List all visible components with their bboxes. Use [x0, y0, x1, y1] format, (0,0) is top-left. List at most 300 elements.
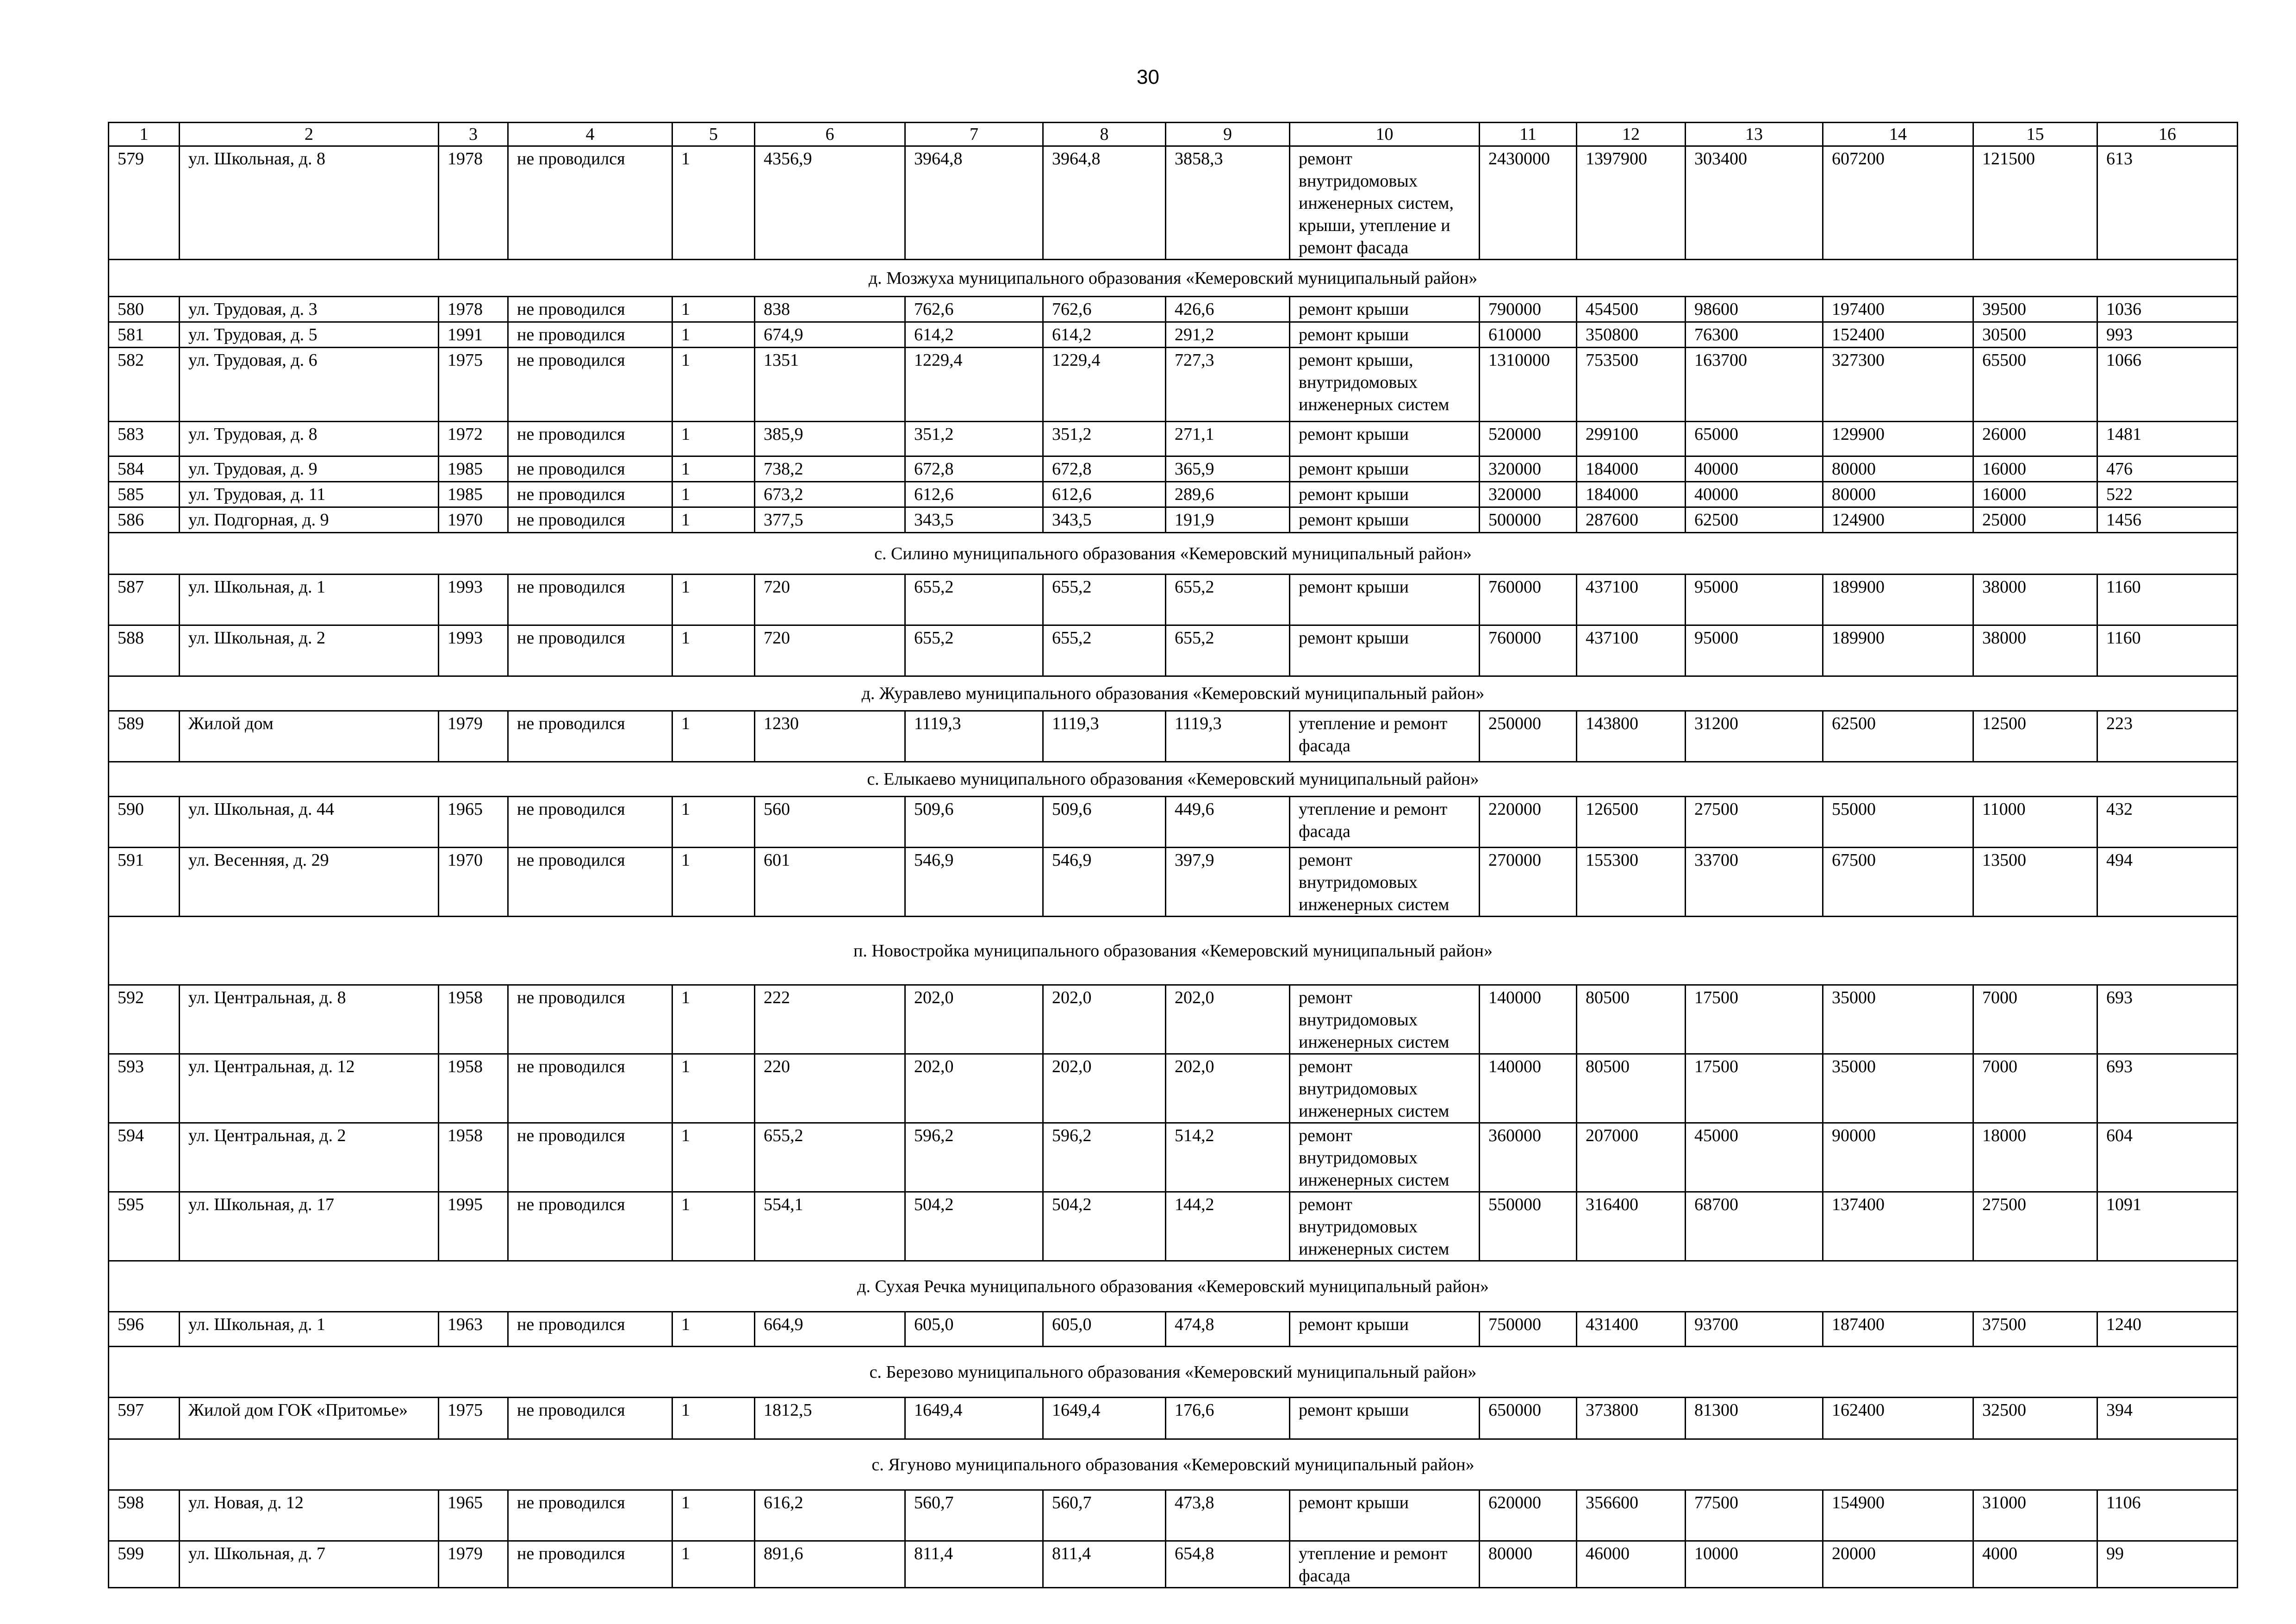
column-number: 11	[1480, 123, 1577, 146]
table-row	[109, 1312, 2238, 1347]
table-cell-col-9: 291,2	[1166, 322, 1290, 348]
table-cell-col-7: 596,2	[905, 1123, 1043, 1192]
table-cell-col-14: 154900	[1823, 1490, 1973, 1541]
table-cell-col-15: 11000	[1973, 797, 2097, 848]
table-cell-col-6: 220	[755, 1054, 905, 1123]
table-cell-col-8: 1649,4	[1043, 1398, 1166, 1439]
table-cell-col-10: ремонт крыши	[1290, 422, 1480, 456]
table-cell-col-9: 449,6	[1166, 797, 1290, 848]
table-cell-col-1: 588	[109, 625, 180, 676]
table-cell-col-4: не проводился	[508, 1312, 672, 1347]
column-number: 1	[109, 123, 180, 146]
table-cell-col-11: 550000	[1480, 1192, 1577, 1261]
table-cell-col-16: 1456	[2097, 507, 2238, 533]
table-cell-col-6: 664,9	[755, 1312, 905, 1347]
column-number: 2	[180, 123, 439, 146]
table-cell-col-6: 1230	[755, 711, 905, 762]
table-cell-col-12: 184000	[1577, 456, 1686, 482]
table-cell-col-5: 1	[672, 1541, 755, 1588]
table-cell-col-7: 605,0	[905, 1312, 1043, 1347]
table-cell-col-14: 327300	[1823, 348, 1973, 422]
table-cell-col-7: 509,6	[905, 797, 1043, 848]
table-cell-col-12: 80500	[1577, 985, 1686, 1054]
table-cell-col-13: 17500	[1686, 985, 1823, 1054]
table-cell-col-5: 1	[672, 456, 755, 482]
table-cell-col-13: 33700	[1686, 848, 1823, 917]
table-cell-col-9: 3858,3	[1166, 146, 1290, 260]
column-number: 15	[1973, 123, 2097, 146]
table-cell-col-5: 1	[672, 1123, 755, 1192]
table-cell-col-9: 655,2	[1166, 575, 1290, 625]
table-cell-col-11: 650000	[1480, 1398, 1577, 1439]
table-cell-col-2: ул. Центральная, д. 2	[180, 1123, 439, 1192]
settlement-header: с. Елыкаево муниципального образования «Кемеровский муниципальный район»	[109, 762, 2238, 797]
table-cell-col-15: 65500	[1973, 348, 2097, 422]
table-cell-col-5: 1	[672, 985, 755, 1054]
table-cell-col-11: 360000	[1480, 1123, 1577, 1192]
table-cell-col-2: ул. Школьная, д. 1	[180, 575, 439, 625]
table-cell-col-7: 343,5	[905, 507, 1043, 533]
settlement-header-row	[109, 762, 2238, 797]
table-cell-col-6: 673,2	[755, 482, 905, 507]
table-cell-col-4: не проводился	[508, 1490, 672, 1541]
table-cell-col-10: утепление и ремонт фасада	[1290, 797, 1480, 848]
table-row	[109, 797, 2238, 848]
table-row	[109, 1398, 2238, 1439]
table-cell-col-6: 1812,5	[755, 1398, 905, 1439]
table-cell-col-14: 197400	[1823, 297, 1973, 322]
table-cell-col-5: 1	[672, 711, 755, 762]
table-cell-col-3: 1985	[439, 482, 508, 507]
settlement-header: с. Ягуново муниципального образования «Кемеровский муниципальный район»	[109, 1439, 2238, 1490]
table-cell-col-16: 522	[2097, 482, 2238, 507]
table-cell-col-14: 35000	[1823, 985, 1973, 1054]
settlement-header: д. Журавлево муниципального образования «Кемеровский муниципальный район»	[109, 676, 2238, 711]
table-cell-col-12: 299100	[1577, 422, 1686, 456]
table-cell-col-2: ул. Школьная, д. 1	[180, 1312, 439, 1347]
table-cell-col-3: 1978	[439, 297, 508, 322]
table-cell-col-14: 137400	[1823, 1192, 1973, 1261]
table-cell-col-8: 202,0	[1043, 985, 1166, 1054]
table-cell-col-5: 1	[672, 1192, 755, 1261]
table-row	[109, 625, 2238, 676]
column-number-row	[109, 123, 2238, 146]
table-row	[109, 1541, 2238, 1588]
table-cell-col-15: 16000	[1973, 482, 2097, 507]
table-cell-col-4: не проводился	[508, 1054, 672, 1123]
table-cell-col-5: 1	[672, 1398, 755, 1439]
table-cell-col-16: 1066	[2097, 348, 2238, 422]
table-cell-col-12: 46000	[1577, 1541, 1686, 1588]
table-cell-col-9: 426,6	[1166, 297, 1290, 322]
table-row	[109, 848, 2238, 917]
table-cell-col-12: 431400	[1577, 1312, 1686, 1347]
table-cell-col-12: 207000	[1577, 1123, 1686, 1192]
table-cell-col-11: 320000	[1480, 456, 1577, 482]
table-cell-col-8: 560,7	[1043, 1490, 1166, 1541]
table-cell-col-6: 4356,9	[755, 146, 905, 260]
table-cell-col-11: 760000	[1480, 625, 1577, 676]
table-cell-col-11: 80000	[1480, 1541, 1577, 1588]
table-cell-col-6: 1351	[755, 348, 905, 422]
table-row	[109, 1054, 2238, 1123]
table-row	[109, 985, 2238, 1054]
table-row	[109, 1490, 2238, 1541]
settlement-header: с. Березово муниципального образования «Кемеровский муниципальный район»	[109, 1347, 2238, 1398]
table-cell-col-5: 1	[672, 575, 755, 625]
table-cell-col-5: 1	[672, 297, 755, 322]
table-cell-col-9: 202,0	[1166, 985, 1290, 1054]
table-cell-col-14: 187400	[1823, 1312, 1973, 1347]
table-cell-col-9: 1119,3	[1166, 711, 1290, 762]
table-cell-col-15: 37500	[1973, 1312, 2097, 1347]
table-row	[109, 1123, 2238, 1192]
table-cell-col-10: ремонт крыши	[1290, 456, 1480, 482]
table-cell-col-4: не проводился	[508, 625, 672, 676]
table-cell-col-14: 55000	[1823, 797, 1973, 848]
table-cell-col-11: 1310000	[1480, 348, 1577, 422]
table-cell-col-2: ул. Трудовая, д. 9	[180, 456, 439, 482]
table-cell-col-2: ул. Центральная, д. 8	[180, 985, 439, 1054]
table-cell-col-8: 343,5	[1043, 507, 1166, 533]
table-cell-col-5: 1	[672, 625, 755, 676]
table-cell-col-14: 129900	[1823, 422, 1973, 456]
table-cell-col-5: 1	[672, 507, 755, 533]
table-cell-col-3: 1995	[439, 1192, 508, 1261]
table-cell-col-14: 80000	[1823, 456, 1973, 482]
table-cell-col-16: 1160	[2097, 625, 2238, 676]
table-cell-col-2: ул. Школьная, д. 7	[180, 1541, 439, 1588]
table-cell-col-16: 1036	[2097, 297, 2238, 322]
table-cell-col-11: 790000	[1480, 297, 1577, 322]
table-cell-col-8: 655,2	[1043, 625, 1166, 676]
table-cell-col-14: 90000	[1823, 1123, 1973, 1192]
table-cell-col-7: 1119,3	[905, 711, 1043, 762]
column-number: 16	[2097, 123, 2238, 146]
table-cell-col-7: 1649,4	[905, 1398, 1043, 1439]
settlement-header: д. Сухая Речка муниципального образования «Кемеровский муниципальный район»	[109, 1261, 2238, 1312]
table-cell-col-12: 155300	[1577, 848, 1686, 917]
column-number: 5	[672, 123, 755, 146]
table-cell-col-7: 672,8	[905, 456, 1043, 482]
table-cell-col-2: Жилой дом ГОК «Притомье»	[180, 1398, 439, 1439]
table-cell-col-13: 65000	[1686, 422, 1823, 456]
table-cell-col-10: ремонт внутридомовых инженерных систем	[1290, 985, 1480, 1054]
table-cell-col-8: 614,2	[1043, 322, 1166, 348]
table-cell-col-3: 1972	[439, 422, 508, 456]
table-cell-col-13: 77500	[1686, 1490, 1823, 1541]
table-cell-col-10: ремонт внутридомовых инженерных систем, крыши, утепление и ремонт фасада	[1290, 146, 1480, 260]
table-cell-col-8: 504,2	[1043, 1192, 1166, 1261]
table-cell-col-12: 184000	[1577, 482, 1686, 507]
table-cell-col-13: 98600	[1686, 297, 1823, 322]
table-cell-col-14: 80000	[1823, 482, 1973, 507]
table-cell-col-12: 753500	[1577, 348, 1686, 422]
table-cell-col-4: не проводился	[508, 1398, 672, 1439]
table-cell-col-14: 67500	[1823, 848, 1973, 917]
table-cell-col-12: 1397900	[1577, 146, 1686, 260]
table-cell-col-2: ул. Школьная, д. 8	[180, 146, 439, 260]
table-cell-col-2: Жилой дом	[180, 711, 439, 762]
table-cell-col-16: 1091	[2097, 1192, 2238, 1261]
table-cell-col-13: 76300	[1686, 322, 1823, 348]
table-row	[109, 146, 2238, 260]
table-cell-col-2: ул. Подгорная, д. 9	[180, 507, 439, 533]
table-cell-col-7: 351,2	[905, 422, 1043, 456]
table-cell-col-4: не проводился	[508, 985, 672, 1054]
table-cell-col-13: 40000	[1686, 482, 1823, 507]
table-cell-col-3: 1978	[439, 146, 508, 260]
table-cell-col-15: 38000	[1973, 625, 2097, 676]
table-cell-col-16: 476	[2097, 456, 2238, 482]
table-cell-col-13: 95000	[1686, 575, 1823, 625]
table-cell-col-14: 607200	[1823, 146, 1973, 260]
table-cell-col-15: 38000	[1973, 575, 2097, 625]
table-cell-col-12: 287600	[1577, 507, 1686, 533]
table-row	[109, 1192, 2238, 1261]
table-cell-col-2: ул. Школьная, д. 2	[180, 625, 439, 676]
table-cell-col-5: 1	[672, 348, 755, 422]
table-cell-col-7: 762,6	[905, 297, 1043, 322]
table-cell-col-6: 720	[755, 625, 905, 676]
table-cell-col-1: 589	[109, 711, 180, 762]
table-cell-col-1: 583	[109, 422, 180, 456]
table-cell-col-9: 289,6	[1166, 482, 1290, 507]
table-cell-col-13: 93700	[1686, 1312, 1823, 1347]
table-cell-col-5: 1	[672, 482, 755, 507]
table-cell-col-1: 599	[109, 1541, 180, 1588]
table-cell-col-11: 760000	[1480, 575, 1577, 625]
table-cell-col-6: 891,6	[755, 1541, 905, 1588]
table-row	[109, 422, 2238, 456]
table-row	[109, 297, 2238, 322]
table-cell-col-6: 560	[755, 797, 905, 848]
table-cell-col-15: 12500	[1973, 711, 2097, 762]
table-cell-col-7: 202,0	[905, 1054, 1043, 1123]
table-cell-col-2: ул. Весенняя, д. 29	[180, 848, 439, 917]
table-cell-col-16: 604	[2097, 1123, 2238, 1192]
table-cell-col-1: 581	[109, 322, 180, 348]
table-cell-col-9: 365,9	[1166, 456, 1290, 482]
table-cell-col-10: ремонт внутридомовых инженерных систем	[1290, 1192, 1480, 1261]
table-row	[109, 507, 2238, 533]
table-cell-col-9: 654,8	[1166, 1541, 1290, 1588]
table-cell-col-14: 162400	[1823, 1398, 1973, 1439]
table-row	[109, 575, 2238, 625]
table-cell-col-9: 202,0	[1166, 1054, 1290, 1123]
table-row	[109, 456, 2238, 482]
table-cell-col-4: не проводился	[508, 848, 672, 917]
table-cell-col-7: 3964,8	[905, 146, 1043, 260]
table-cell-col-6: 377,5	[755, 507, 905, 533]
table-cell-col-9: 655,2	[1166, 625, 1290, 676]
table-cell-col-11: 520000	[1480, 422, 1577, 456]
table-cell-col-1: 597	[109, 1398, 180, 1439]
table-cell-col-16: 394	[2097, 1398, 2238, 1439]
table-cell-col-3: 1979	[439, 1541, 508, 1588]
table-cell-col-8: 202,0	[1043, 1054, 1166, 1123]
table-cell-col-6: 720	[755, 575, 905, 625]
table-cell-col-10: ремонт внутридомовых инженерных систем	[1290, 1054, 1480, 1123]
table-cell-col-7: 1229,4	[905, 348, 1043, 422]
table-cell-col-3: 1975	[439, 1398, 508, 1439]
column-number: 6	[755, 123, 905, 146]
table-cell-col-13: 62500	[1686, 507, 1823, 533]
table-cell-col-8: 605,0	[1043, 1312, 1166, 1347]
table-cell-col-12: 143800	[1577, 711, 1686, 762]
table-cell-col-15: 13500	[1973, 848, 2097, 917]
table-cell-col-3: 1958	[439, 985, 508, 1054]
table-cell-col-4: не проводился	[508, 297, 672, 322]
table-cell-col-2: ул. Трудовая, д. 5	[180, 322, 439, 348]
table-cell-col-5: 1	[672, 848, 755, 917]
table-cell-col-2: ул. Школьная, д. 17	[180, 1192, 439, 1261]
table-cell-col-15: 7000	[1973, 985, 2097, 1054]
table-cell-col-11: 270000	[1480, 848, 1577, 917]
table-cell-col-4: не проводился	[508, 1192, 672, 1261]
table-cell-col-14: 189900	[1823, 575, 1973, 625]
table-cell-col-6: 222	[755, 985, 905, 1054]
table-cell-col-10: ремонт крыши	[1290, 1312, 1480, 1347]
table-cell-col-10: ремонт крыши	[1290, 1398, 1480, 1439]
table-cell-col-15: 32500	[1973, 1398, 2097, 1439]
table-cell-col-15: 26000	[1973, 422, 2097, 456]
table-cell-col-5: 1	[672, 146, 755, 260]
table-cell-col-15: 27500	[1973, 1192, 2097, 1261]
table-cell-col-12: 373800	[1577, 1398, 1686, 1439]
table-cell-col-16: 613	[2097, 146, 2238, 260]
table-cell-col-15: 30500	[1973, 322, 2097, 348]
table-cell-col-11: 750000	[1480, 1312, 1577, 1347]
table-cell-col-3: 1965	[439, 1490, 508, 1541]
settlement-header: п. Новостройка муниципального образования «Кемеровский муниципальный район»	[109, 917, 2238, 985]
table-cell-col-12: 80500	[1577, 1054, 1686, 1123]
table-cell-col-3: 1965	[439, 797, 508, 848]
table-cell-col-3: 1985	[439, 456, 508, 482]
table-cell-col-8: 3964,8	[1043, 146, 1166, 260]
table-cell-col-4: не проводился	[508, 422, 672, 456]
settlement-header-row	[109, 533, 2238, 575]
table-cell-col-8: 811,4	[1043, 1541, 1166, 1588]
table-cell-col-9: 191,9	[1166, 507, 1290, 533]
column-number: 3	[439, 123, 508, 146]
table-cell-col-7: 655,2	[905, 625, 1043, 676]
table-cell-col-10: ремонт крыши	[1290, 575, 1480, 625]
table-cell-col-12: 437100	[1577, 625, 1686, 676]
table-cell-col-14: 189900	[1823, 625, 1973, 676]
table-cell-col-15: 4000	[1973, 1541, 2097, 1588]
column-number: 7	[905, 123, 1043, 146]
table-cell-col-15: 7000	[1973, 1054, 2097, 1123]
table-cell-col-11: 220000	[1480, 797, 1577, 848]
table-cell-col-8: 509,6	[1043, 797, 1166, 848]
table-cell-col-7: 614,2	[905, 322, 1043, 348]
table-cell-col-6: 554,1	[755, 1192, 905, 1261]
table-cell-col-4: не проводился	[508, 322, 672, 348]
housing-repair-table	[108, 122, 2238, 1588]
table-cell-col-9: 473,8	[1166, 1490, 1290, 1541]
table-cell-col-15: 39500	[1973, 297, 2097, 322]
table-cell-col-1: 582	[109, 348, 180, 422]
table-cell-col-10: ремонт крыши	[1290, 322, 1480, 348]
table-cell-col-15: 25000	[1973, 507, 2097, 533]
table-cell-col-11: 620000	[1480, 1490, 1577, 1541]
table-cell-col-14: 124900	[1823, 507, 1973, 533]
table-cell-col-16: 494	[2097, 848, 2238, 917]
table-cell-col-2: ул. Центральная, д. 12	[180, 1054, 439, 1123]
table-cell-col-11: 610000	[1480, 322, 1577, 348]
table-cell-col-7: 612,6	[905, 482, 1043, 507]
table-cell-col-7: 202,0	[905, 985, 1043, 1054]
settlement-header-row	[109, 1347, 2238, 1398]
table-cell-col-16: 223	[2097, 711, 2238, 762]
table-cell-col-10: ремонт крыши	[1290, 507, 1480, 533]
table-cell-col-1: 585	[109, 482, 180, 507]
table-cell-col-11: 250000	[1480, 711, 1577, 762]
table-cell-col-4: не проводился	[508, 482, 672, 507]
table-cell-col-3: 1993	[439, 575, 508, 625]
settlement-header: с. Силино муниципального образования «Кемеровский муниципальный район»	[109, 533, 2238, 575]
table-cell-col-14: 152400	[1823, 322, 1973, 348]
table-cell-col-1: 579	[109, 146, 180, 260]
table-cell-col-10: утепление и ремонт фасада	[1290, 711, 1480, 762]
column-number: 9	[1166, 123, 1290, 146]
table-cell-col-5: 1	[672, 422, 755, 456]
table-cell-col-11: 2430000	[1480, 146, 1577, 260]
table-cell-col-3: 1958	[439, 1054, 508, 1123]
table-cell-col-4: не проводился	[508, 348, 672, 422]
table-cell-col-13: 81300	[1686, 1398, 1823, 1439]
table-cell-col-12: 356600	[1577, 1490, 1686, 1541]
table-cell-col-13: 68700	[1686, 1192, 1823, 1261]
table-cell-col-1: 587	[109, 575, 180, 625]
table-cell-col-16: 693	[2097, 1054, 2238, 1123]
table-cell-col-6: 601	[755, 848, 905, 917]
table-cell-col-9: 514,2	[1166, 1123, 1290, 1192]
table-cell-col-1: 580	[109, 297, 180, 322]
table-cell-col-2: ул. Трудовая, д. 8	[180, 422, 439, 456]
table-cell-col-7: 504,2	[905, 1192, 1043, 1261]
table-cell-col-8: 655,2	[1043, 575, 1166, 625]
settlement-header: д. Мозжуха муниципального образования «Кемеровский муниципальный район»	[109, 260, 2238, 297]
table-cell-col-2: ул. Трудовая, д. 6	[180, 348, 439, 422]
table-cell-col-10: ремонт внутридомовых инженерных систем	[1290, 1123, 1480, 1192]
table-cell-col-12: 350800	[1577, 322, 1686, 348]
table-cell-col-6: 385,9	[755, 422, 905, 456]
table-cell-col-16: 693	[2097, 985, 2238, 1054]
table-cell-col-16: 1481	[2097, 422, 2238, 456]
table-cell-col-13: 95000	[1686, 625, 1823, 676]
table-cell-col-15: 31000	[1973, 1490, 2097, 1541]
table-cell-col-13: 31200	[1686, 711, 1823, 762]
table-cell-col-3: 1970	[439, 507, 508, 533]
table-row	[109, 348, 2238, 422]
table-cell-col-13: 10000	[1686, 1541, 1823, 1588]
table-cell-col-16: 1106	[2097, 1490, 2238, 1541]
table-cell-col-12: 316400	[1577, 1192, 1686, 1261]
table-cell-col-10: ремонт крыши, внутридомовых инженерных систем	[1290, 348, 1480, 422]
table-cell-col-11: 500000	[1480, 507, 1577, 533]
table-cell-col-10: ремонт крыши	[1290, 482, 1480, 507]
table-cell-col-6: 838	[755, 297, 905, 322]
table-cell-col-8: 672,8	[1043, 456, 1166, 482]
table-cell-col-13: 40000	[1686, 456, 1823, 482]
table-cell-col-2: ул. Трудовая, д. 11	[180, 482, 439, 507]
table-cell-col-5: 1	[672, 1312, 755, 1347]
table-cell-col-16: 1160	[2097, 575, 2238, 625]
settlement-header-row	[109, 1439, 2238, 1490]
table-cell-col-9: 144,2	[1166, 1192, 1290, 1261]
